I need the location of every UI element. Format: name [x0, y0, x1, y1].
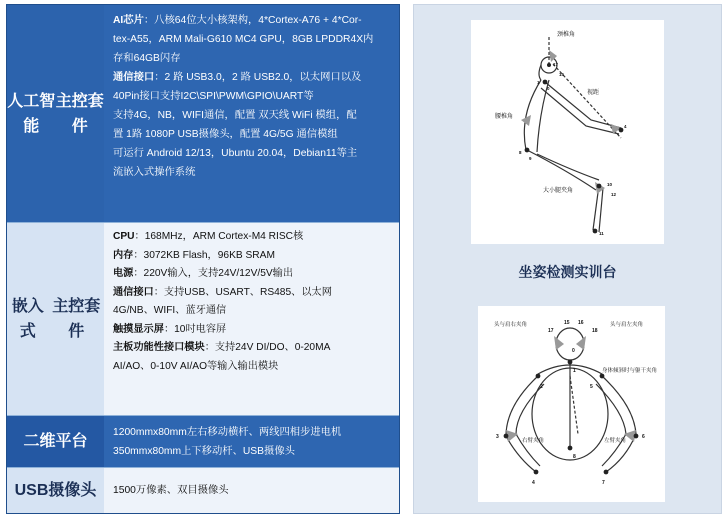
- description-line: [113, 321, 391, 340]
- row-label: [7, 5, 104, 222]
- field-key: 内存: [113, 249, 134, 261]
- row-label-text: USB摄像头: [14, 482, 97, 499]
- point-label: 18: [592, 328, 598, 334]
- table-row: [7, 223, 399, 416]
- field-value: 可运行 Android 12/13，Ubuntu 20.04，Debian11等主: [113, 148, 358, 159]
- point-label: 4: [624, 124, 627, 129]
- row-description: [104, 223, 399, 415]
- point-label: 0: [547, 86, 550, 91]
- point-label: 4: [532, 480, 535, 486]
- description-line: [113, 49, 391, 68]
- point-label: 0: [572, 348, 575, 354]
- side-skeleton-illustration: [471, 20, 664, 244]
- description-line: [113, 106, 391, 125]
- label-right-arm: 右臂夹角: [522, 438, 545, 444]
- spec-table: [6, 4, 400, 514]
- description-line: [113, 11, 391, 30]
- field-value: ：八核64位大小核架构，4*Cortex-A76 + 4*Cor-: [143, 15, 362, 26]
- description-line: [113, 284, 391, 303]
- description-line: [113, 481, 229, 500]
- description-line: [113, 442, 341, 461]
- field-key: CPU: [113, 231, 135, 242]
- description-line: [113, 339, 391, 358]
- label-waist-angle: 腰椎角: [495, 114, 514, 120]
- row-label-text: 人工智能: [7, 92, 56, 135]
- point-label: 1: [537, 80, 540, 85]
- point-label: 2: [540, 384, 543, 390]
- field-value: ：支持24V DI/DO、0-20MA: [204, 342, 331, 353]
- description-line: [113, 265, 391, 284]
- field-value: 支持4G，NB，WIFI通信，配置 双天线 WiFi 模组，配: [113, 110, 357, 121]
- label-leg-angle: 大小腿夹角: [543, 188, 574, 194]
- field-value: 1200mmx80mm左右移动横杆、两线四相步进电机: [113, 426, 342, 438]
- description-line: [113, 125, 391, 144]
- field-value: 1500万像素、双目摄像头: [113, 485, 229, 496]
- point-label: 3: [496, 434, 499, 440]
- field-key: AI芯片: [113, 15, 144, 26]
- field-value: ：3072KB Flash，96KB SRAM: [133, 249, 275, 261]
- row-label: [7, 223, 104, 415]
- field-key: 触摸显示屏: [113, 323, 164, 335]
- table-row: [7, 468, 399, 513]
- field-value: ：10吋电容屏: [163, 323, 227, 335]
- point-label: 10: [607, 182, 613, 187]
- table-row: [7, 416, 399, 468]
- field-value: 40Pin接口支持I2C\SPI\PWM\GPIO\UART等: [113, 91, 314, 102]
- field-value: 流嵌入式操作系统: [113, 167, 196, 178]
- front-posture-figure: [478, 306, 665, 502]
- point-label: 11: [599, 231, 604, 236]
- label-left-arm: 左臂夹角: [604, 438, 627, 444]
- point-label: 17: [548, 328, 554, 334]
- field-value: tex-A55，ARM Mali-G610 MC4 GPU，8GB LPDDR4X内: [113, 34, 374, 45]
- description-line: [113, 302, 391, 321]
- description-line: [113, 144, 391, 163]
- point-label: 16: [578, 320, 584, 326]
- label-head-right-shoulder: 头与肩右夹角: [494, 322, 528, 328]
- label-sight: 视距: [587, 90, 600, 96]
- row-label: [7, 468, 104, 513]
- description-line: [113, 30, 391, 49]
- point-label: 8: [519, 150, 522, 155]
- field-key: 主板功能性接口模块: [113, 342, 205, 353]
- side-posture-figure: [471, 20, 664, 244]
- field-value: ：220V输入，支持24V/12V/5V输出: [133, 268, 294, 279]
- field-value: ：支持USB、USART、RS485、以太网: [153, 286, 332, 298]
- row-description: [104, 416, 399, 467]
- description-line: [113, 358, 391, 377]
- field-value: 存和64GB闪存: [113, 53, 181, 64]
- point-label: 8: [573, 454, 576, 460]
- row-label-text: 二维平台: [23, 433, 88, 450]
- field-value: 置 1路 1080P USB摄像头，配置 4G/5G 通信模组: [113, 129, 338, 140]
- point-label: 17: [553, 62, 559, 67]
- point-label: 5: [590, 384, 593, 390]
- point-label: 12: [611, 192, 617, 197]
- description-line: [113, 87, 391, 106]
- point-label: 6: [642, 434, 645, 440]
- label-neck-angle: 颈椎角: [557, 32, 576, 38]
- description-line: [113, 163, 391, 182]
- description-line: [113, 228, 391, 247]
- row-description: [104, 468, 399, 513]
- point-label: 15: [564, 320, 570, 326]
- field-key: 电源: [113, 268, 134, 279]
- front-skeleton-illustration: [478, 306, 665, 502]
- point-label: 15: [559, 72, 565, 77]
- row-description: [104, 5, 399, 222]
- description-line: [113, 423, 341, 442]
- field-key: 通信接口: [113, 72, 155, 83]
- label-body-twist: 身体倾斜时与躯干夹角: [602, 368, 658, 374]
- figure-title: 坐姿检测实训台: [518, 264, 617, 280]
- row-label-text: 主控套件: [52, 298, 101, 340]
- point-label: 7: [602, 480, 605, 486]
- row-label-text: 嵌入式: [11, 298, 44, 340]
- label-head-left-shoulder: 头与肩左夹角: [610, 322, 644, 328]
- point-label: 9: [529, 156, 532, 161]
- description-line: [113, 247, 391, 266]
- field-value: ：2 路 USB3.0，2 路 USB2.0，以太网口以及: [154, 72, 362, 83]
- field-value: AI/AO、0-10V AI/AO等输入输出模块: [113, 360, 279, 372]
- point-label: 1: [573, 368, 576, 374]
- field-value: 350mmx80mm上下移动杆、USB摄像头: [113, 445, 295, 457]
- field-value: ：168MHz，ARM Cortex-M4 RISC核: [134, 231, 304, 242]
- field-key: 通信接口: [113, 286, 154, 298]
- field-value: 4G/NB、WIFI、蓝牙通信: [113, 305, 227, 316]
- description-line: [113, 68, 391, 87]
- table-row: [7, 5, 399, 223]
- row-label: [7, 416, 104, 467]
- row-label-text: 主控套件: [55, 92, 104, 135]
- figure-panel: [413, 4, 722, 514]
